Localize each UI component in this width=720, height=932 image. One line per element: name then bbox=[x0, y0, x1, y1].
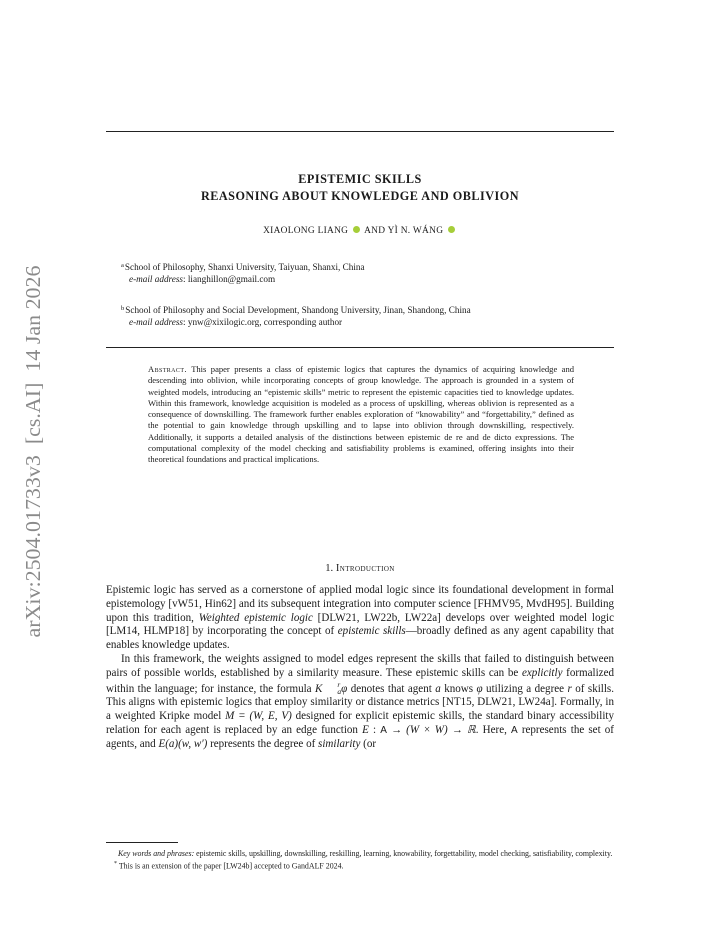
math-symbol: A bbox=[380, 724, 387, 736]
affiliation-institution: School of Philosophy and Social Development, Shandong University, Jinan, Shandong, China bbox=[125, 305, 471, 315]
author-connector: AND bbox=[364, 226, 386, 236]
math-formula: M = (W, E, V) bbox=[225, 710, 292, 723]
section-title: Introduction bbox=[335, 563, 395, 574]
text-run: —broadly defined as any agent capability that enables knowledge updates. bbox=[106, 625, 614, 652]
text-run: denotes that agent bbox=[347, 682, 436, 695]
affiliation-mark: b bbox=[121, 305, 125, 312]
emphasis-text: similarity bbox=[318, 737, 361, 750]
header-rule bbox=[106, 131, 614, 132]
math-symbol: : bbox=[368, 723, 381, 736]
footnotes bbox=[106, 849, 614, 872]
arxiv-identifier-text: arXiv:2504.01733v3 [cs.AI] 14 Jan 2026 bbox=[21, 273, 45, 638]
email-address[interactable]: : ynw@xixilogic.org, corresponding author bbox=[183, 317, 343, 328]
affiliation-b bbox=[121, 303, 601, 329]
text-run: In this framework, the weights assigned to model edges represent the skills that failed to distinguish between pairs of possible worlds, established by a similarity measure. These epistemic skills can be bbox=[106, 652, 614, 679]
math-symbol: A bbox=[511, 724, 518, 736]
email-label: e-mail address bbox=[129, 274, 184, 285]
email-address[interactable]: : lianghillon@gmail.com bbox=[183, 274, 276, 285]
section-number: 1. bbox=[325, 563, 334, 574]
paper-title-line-2: REASONING ABOUT KNOWLEDGE AND OBLIVION bbox=[200, 189, 520, 203]
text-run: designed for explicit epistemic skills, the standard binary accessibility relation for each agent is replaced by an edge function bbox=[106, 710, 614, 736]
author-name: XIAOLONG LIANG bbox=[263, 226, 349, 236]
math-formula: E(a)(w, w′) bbox=[158, 737, 208, 750]
orcid-icon[interactable] bbox=[353, 226, 360, 233]
text-run: knows bbox=[440, 682, 477, 695]
text-run: [DLW21, LW22b, LW22a] develops over weighted model logic [LM14, HLMP18] by incorporating the concept of bbox=[106, 611, 614, 638]
abstract-text: This paper presents a class of epistemic logics that captures the dynamics of acquiring knowledge and descending into oblivion, while incorporating concepts of group knowledge. The approach is grounded in a system of weighted models, introducing an “epistemic skills” metric to represent the epistemic capacities tied to knowledge updates. Within this framework, knowledge acquisition is modeled as a process of upskilling, whereas oblivion is represented as a consequence of downskilling. The framework further enables exploration of “knowability” and “forgettability,” defined as the potential to gain knowledge through upskilling and to lapse into oblivion through downskilling, respectively. Additionally, it supports a detailed analysis of the distinctions between epistemic de re and de dicto expressions. The computational complexity of the model checking and satisfiability problems is examined, offering insights into their theoretical foundations and practical implications. bbox=[148, 364, 575, 464]
math-subscript: a bbox=[337, 686, 342, 696]
keywords-footnote bbox=[106, 849, 614, 859]
math-symbol: E bbox=[362, 723, 369, 736]
emphasis-text: epistemic skills bbox=[337, 625, 406, 638]
author-list bbox=[106, 226, 614, 236]
affiliation-institution: School of Philosophy, Shanxi University, Taiyuan, Shanxi, China bbox=[124, 262, 365, 272]
math-formula: → (W × W) → ℝ bbox=[386, 723, 476, 736]
arxiv-identifier-stamp bbox=[18, 264, 48, 639]
text-run: . Here, bbox=[475, 723, 512, 736]
abstract bbox=[148, 364, 574, 465]
keywords-label: Key words and phrases: bbox=[118, 849, 195, 858]
emphasis-text: explicitly bbox=[521, 666, 563, 679]
affiliation-mark: a bbox=[121, 262, 124, 269]
text-run: (or bbox=[360, 737, 377, 750]
text-run: of skills. This aligns with epistemic logics that employ similarity or distance metrics [NT15, DLW21, LW24a]. Formally, in a weighted Kripke model bbox=[106, 682, 614, 723]
text-run: utilizing a degree bbox=[482, 682, 568, 695]
abstract-rule bbox=[106, 347, 614, 348]
text-run: represents the degree of bbox=[207, 737, 319, 750]
text-run: formalized within the language; for instance, the formula bbox=[106, 666, 615, 695]
paragraph bbox=[106, 653, 614, 752]
math-symbol: a bbox=[435, 682, 441, 695]
extension-footnote bbox=[106, 859, 614, 872]
math-symbol: K bbox=[315, 682, 323, 695]
math-symbol: φ bbox=[476, 682, 483, 695]
emphasis-text: Weighted epistemic logic bbox=[198, 611, 313, 624]
paragraph bbox=[106, 584, 614, 653]
footnote-text: This is an extension of the paper [LW24b] accepted to GandALF 2024. bbox=[117, 862, 344, 872]
footnote-rule bbox=[106, 842, 178, 843]
math-formula bbox=[315, 679, 348, 696]
author-name: YÌ N. WÁNG bbox=[387, 226, 444, 236]
paper-title-line-1: EPISTEMIC SKILLS bbox=[298, 172, 422, 186]
text-run: represents the set of agents, and bbox=[106, 723, 614, 750]
body-text bbox=[106, 584, 614, 752]
text-run: Epistemic logic has served as a cornerstone of applied modal logic since its foundational development in formal epistemology [vW51, Hin62] and its subsequent integration into computer science [FHMV95, MvdH95]. Building upon this tradition, bbox=[106, 584, 614, 624]
math-symbol: φ bbox=[341, 682, 348, 695]
footnote-mark: * bbox=[114, 861, 117, 868]
math-symbol: r bbox=[567, 682, 572, 695]
affiliation-a bbox=[121, 260, 601, 286]
math-superscript: r bbox=[337, 679, 341, 689]
email-label: e-mail address bbox=[129, 317, 184, 328]
abstract-label: Abstract. bbox=[148, 364, 187, 374]
keywords-text: epistemic skills, upskilling, downskilling, reskilling, learning, knowability, forgettability, model checking, satisfiability, complexity. bbox=[194, 849, 613, 858]
section-heading bbox=[106, 563, 614, 574]
orcid-icon[interactable] bbox=[448, 226, 455, 233]
